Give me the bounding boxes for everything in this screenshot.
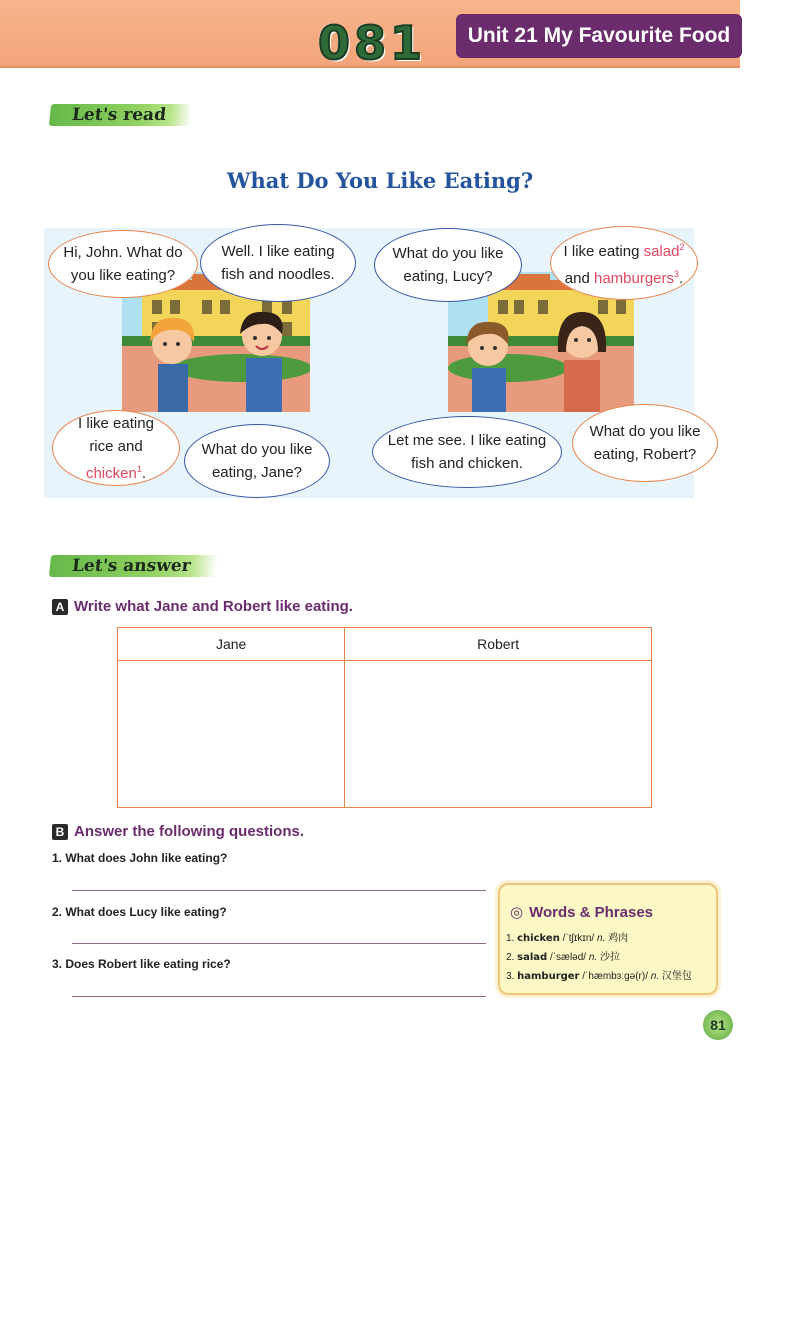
question-2: 2. What does Lucy like eating?	[52, 905, 227, 919]
target-icon: ◎	[510, 904, 524, 921]
reading-title: What Do You Like Eating?	[226, 168, 534, 193]
words-list	[506, 929, 692, 986]
bubble-john-asks-text: What do you like eating, Jane?	[201, 441, 313, 481]
bubble-jane-asks-text: Hi, John. What do you like eating?	[63, 244, 183, 284]
column-header-jane: Jane	[118, 628, 345, 661]
answer-table	[117, 627, 652, 808]
exercise-b-instruction: Answer the following questions.	[74, 823, 305, 840]
answer-line-1[interactable]	[72, 890, 486, 891]
word-item: 2. salad /ˈsæləd/ n. 沙拉	[506, 952, 620, 963]
question-1: 1. What does John like eating?	[52, 851, 228, 865]
exercise-b-heading	[52, 823, 304, 840]
exercise-a-instruction: Write what Jane and Robert like eating.	[74, 598, 353, 615]
bubble-john-answers	[200, 224, 356, 302]
bubble-john-asks	[184, 424, 330, 498]
bubble-robert-asks-text: What do you like eating, Lucy?	[392, 245, 504, 285]
words-phrases-title-text: Words & Phrases	[529, 903, 654, 921]
bubble-lucy-asks	[572, 404, 718, 482]
question-3: 3. Does Robert like eating rice?	[52, 957, 231, 971]
lets-answer-badge: Let's answer	[49, 555, 218, 577]
lets-read-badge: Let's read	[49, 104, 193, 126]
exercise-b-letter: B	[52, 824, 68, 840]
answer-cell-jane[interactable]	[118, 661, 345, 808]
bubble-robert-answers	[372, 416, 562, 488]
answer-line-3[interactable]	[72, 996, 486, 997]
bubble-jane-asks	[48, 230, 198, 298]
answer-line-2[interactable]	[72, 943, 486, 944]
bubble-jane-answers-text: I like eating rice and chicken$^1$.	[78, 414, 154, 482]
bubble-lucy-answers	[550, 226, 698, 300]
bubble-lucy-asks-text: What do you like eating, Robert?	[589, 423, 701, 463]
word-item: 3. hamburger /ˈhæmbɜːɡə(r)/ n. 汉堡包	[506, 971, 692, 982]
bubble-lucy-answers-text: I like eating salad$^2$ and hamburgers$^3$.	[563, 242, 685, 287]
words-phrases-box	[498, 883, 718, 995]
page-number: 81	[703, 1010, 733, 1040]
column-header-robert: Robert	[345, 628, 652, 661]
unit-title: Unit 21 My Favourite Food	[456, 14, 742, 58]
bubble-jane-answers	[52, 410, 180, 486]
exercise-a-heading	[52, 598, 353, 615]
bubble-robert-answers-text: Let me see. I like eating fish and chicken.	[387, 432, 547, 472]
word-item: 1. chicken /ˈtʃɪkɪn/ n. 鸡肉	[506, 933, 629, 944]
bubble-robert-asks	[374, 228, 522, 302]
answer-cell-robert[interactable]	[345, 661, 652, 808]
bubble-john-answers-text: Well. I like eating fish and noodles.	[221, 243, 335, 283]
exercise-a-letter: A	[52, 599, 68, 615]
words-phrases-title	[510, 903, 653, 921]
lesson-number: 081	[318, 16, 427, 70]
